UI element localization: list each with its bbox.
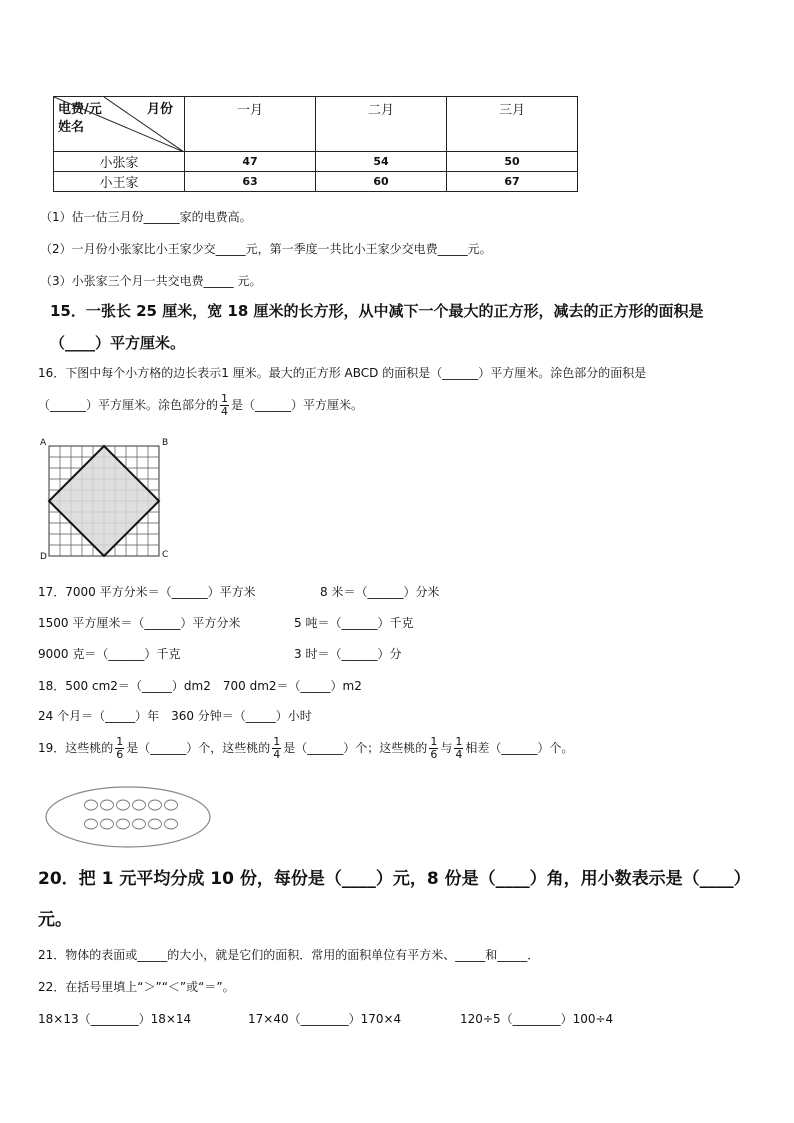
month-header: 三月 <box>447 97 578 152</box>
q20-line1: 20．把 1 元平均分成 10 份，每份是（____）元，8 份是（____）角，用小数表示是（____） <box>38 869 751 889</box>
q16-line2-a: （______）平方厘米。涂色部分的 <box>38 398 219 412</box>
grid-figure <box>38 438 174 568</box>
q20-line2: 元。 <box>38 910 72 930</box>
row-name: 小王家 <box>54 172 185 192</box>
q18-row1: 18．500 cm2＝（_____）dm2 700 dm2＝（_____）m2 <box>38 679 362 693</box>
q16-line2 <box>38 393 363 418</box>
peach-icon <box>85 800 98 810</box>
frac-denominator: 6 <box>116 748 124 761</box>
peach-icon <box>85 819 98 829</box>
q19-text2: 是（______）个，这些桃的 <box>126 741 271 755</box>
header-name: 姓名 <box>58 120 85 135</box>
corner-b-label: B <box>162 438 169 448</box>
peach-icon <box>101 819 114 829</box>
q21-line: 21．物体的表面或_____的大小，就是它们的面积．常用的面积单位有平方米、_____和_____． <box>38 948 540 962</box>
header-month: 月份 <box>147 102 174 117</box>
q19-line <box>38 736 573 761</box>
month-header: 二月 <box>316 97 447 152</box>
peach-icon <box>117 819 130 829</box>
header-electricity: 电费/元 <box>58 102 102 117</box>
peach-icon <box>165 800 178 810</box>
peach-icon <box>101 800 114 810</box>
frac-numerator: 1 <box>455 735 463 748</box>
corner-d-label: D <box>40 552 47 562</box>
q14-part2: （2）一月份小张家比小王家少交_____元，第一季度一共比小王家少交电费_____元。 <box>40 242 492 256</box>
q17-row3-a: 9000 克＝（______）千克 <box>38 647 181 661</box>
peach-plate <box>44 785 212 849</box>
q18-row2: 24 个月＝（_____）年 360 分钟＝（_____）小时 <box>38 709 312 723</box>
q19-text3: 是（______）个；这些桃的 <box>283 741 428 755</box>
q22-compare-3: 120÷5（________）100÷4 <box>460 1012 614 1026</box>
frac-numerator: 1 <box>116 735 124 748</box>
cell-value: 60 <box>316 172 447 192</box>
q14-part1: （1）估一估三月份______家的电费高。 <box>40 210 252 224</box>
corner-a-label: A <box>40 438 47 448</box>
fraction-one-quarter <box>454 736 463 761</box>
cell-value: 50 <box>447 152 578 172</box>
cell-value: 67 <box>447 172 578 192</box>
q17-row2-b: 5 吨＝（______）千克 <box>294 616 414 630</box>
table-row <box>54 152 578 172</box>
electricity-table <box>53 96 578 192</box>
q16-line1: 16．下图中每个小方格的边长表示1 厘米。最大的正方形 ABCD 的面积是（______）平方厘米。涂色部分的面积是 <box>38 366 647 380</box>
peach-plate-figure <box>44 785 212 849</box>
frac-denominator: 4 <box>455 748 463 761</box>
peach-icon <box>133 800 146 810</box>
q17-row3-b: 3 时＝（______）分 <box>294 647 402 661</box>
frac-denominator: 4 <box>273 748 281 761</box>
q22-compare-1: 18×13（________）18×14 <box>38 1012 192 1026</box>
fraction-one-sixth <box>429 736 438 761</box>
frac-denominator: 6 <box>430 748 438 761</box>
q15-line1: 15．一张长 25 厘米，宽 18 厘米的长方形，从中减下一个最大的正方形，减去的正方形的面积是 <box>50 302 704 320</box>
peach-icon <box>165 819 178 829</box>
frac-numerator: 1 <box>221 392 229 405</box>
q22-line: 22．在括号里填上“＞”“＜”或“＝”。 <box>38 980 235 994</box>
q14-part3: （3）小张家三个月一共交电费_____ 元。 <box>40 274 262 288</box>
q16-line2-b: 是（______）平方厘米。 <box>231 398 364 412</box>
corner-c-label: C <box>162 550 169 560</box>
month-header: 一月 <box>185 97 316 152</box>
frac-numerator: 1 <box>273 735 281 748</box>
peach-icon <box>149 819 162 829</box>
peach-icon <box>133 819 146 829</box>
peach-icon <box>149 800 162 810</box>
square-grid-diagram <box>38 438 174 568</box>
fraction-one-quarter <box>272 736 281 761</box>
diagonal-header-cell <box>54 97 185 152</box>
frac-numerator: 1 <box>430 735 438 748</box>
fraction-one-sixth <box>115 736 124 761</box>
fraction-one-quarter <box>220 393 229 418</box>
q17-row2-a: 1500 平方厘米＝（______）平方分米 <box>38 616 241 630</box>
peach-icon <box>117 800 130 810</box>
frac-denominator: 4 <box>221 405 229 418</box>
q19-text5: 相差（______）个。 <box>465 741 574 755</box>
q17-row1-a: 17．7000 平方分米＝（______）平方米 <box>38 585 256 599</box>
table-row <box>54 172 578 192</box>
q22-compare-2: 17×40（________）170×4 <box>248 1012 402 1026</box>
cell-value: 47 <box>185 152 316 172</box>
q15-line2: （____）平方厘米。 <box>50 334 186 352</box>
q19-text4: 与 <box>440 741 453 755</box>
q17-row1-b: 8 米＝（______）分米 <box>320 585 440 599</box>
cell-value: 63 <box>185 172 316 192</box>
q19-text1: 19．这些桃的 <box>38 741 114 755</box>
cell-value: 54 <box>316 152 447 172</box>
row-name: 小张家 <box>54 152 185 172</box>
